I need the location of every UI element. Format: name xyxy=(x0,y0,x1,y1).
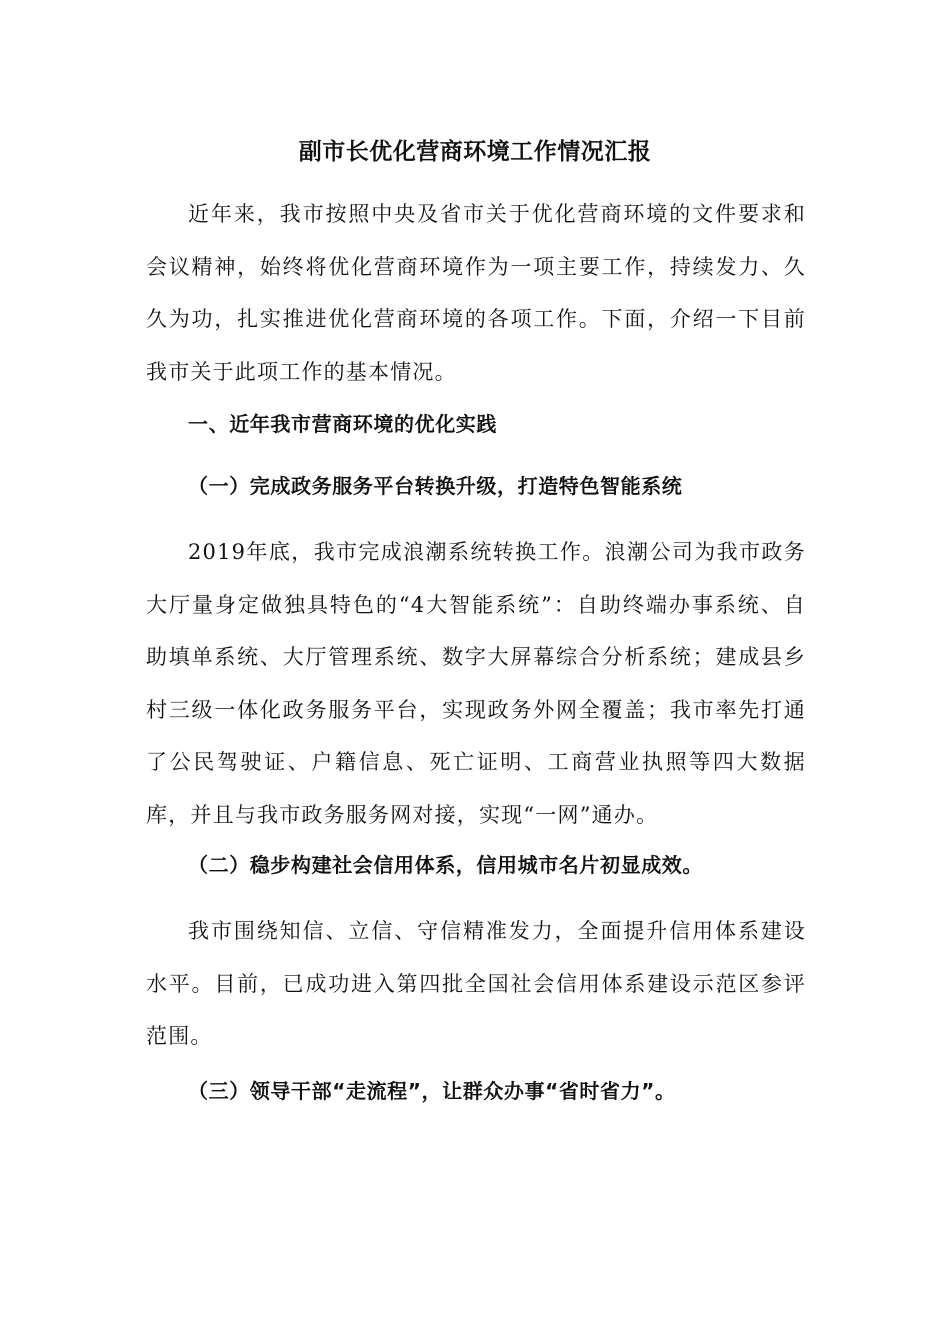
section-1-heading: 一、近年我市营商环境的优化实践 xyxy=(188,412,497,436)
subsection-2-heading: （二）稳步构建社会信用体系，信用城市名片初显成效。 xyxy=(188,853,703,877)
intro-paragraph: 近年来，我市按照中央及省市关于优化营商环境的文件要求和会议精神，始终将优化营商环境作为一项主要工作，持续发力、久久为功，扎实推进优化营商环境的各项工作。下面，介绍一下目前我市关于此项工作的基本情况。 xyxy=(146,202,806,384)
document-title: 副市长优化营商环境工作情况汇报 xyxy=(298,139,652,165)
subsection-2-body: 我市围绕知信、立信、守信精准发力，全面提升信用体系建设水平。目前，已成功进入第四批全国社会信用体系建设示范区参评范围。 xyxy=(146,919,806,1048)
subsection-1-heading: （一）完成政务服务平台转换升级，打造特色智能系统 xyxy=(188,474,683,498)
subsection-3-heading: （三）领导干部“走流程”，让群众办事“省时省力”。 xyxy=(188,1079,676,1103)
subsection-1-body: 2019年底，我市完成浪潮系统转换工作。浪潮公司为我市政务大厅量身定做独具特色的“4大智能系统”：自助终端办事系统、自助填单系统、大厅管理系统、数字大屏幕综合分析系统；建成县乡村三级一体化政务服务平台，实现政务外网全覆盖；我市率先打通了公民驾驶证、户籍信息、死亡证明、工商营业执照等四大数据库，并且与我市政务服务网对接，实现“一网”通办。 xyxy=(146,540,806,827)
